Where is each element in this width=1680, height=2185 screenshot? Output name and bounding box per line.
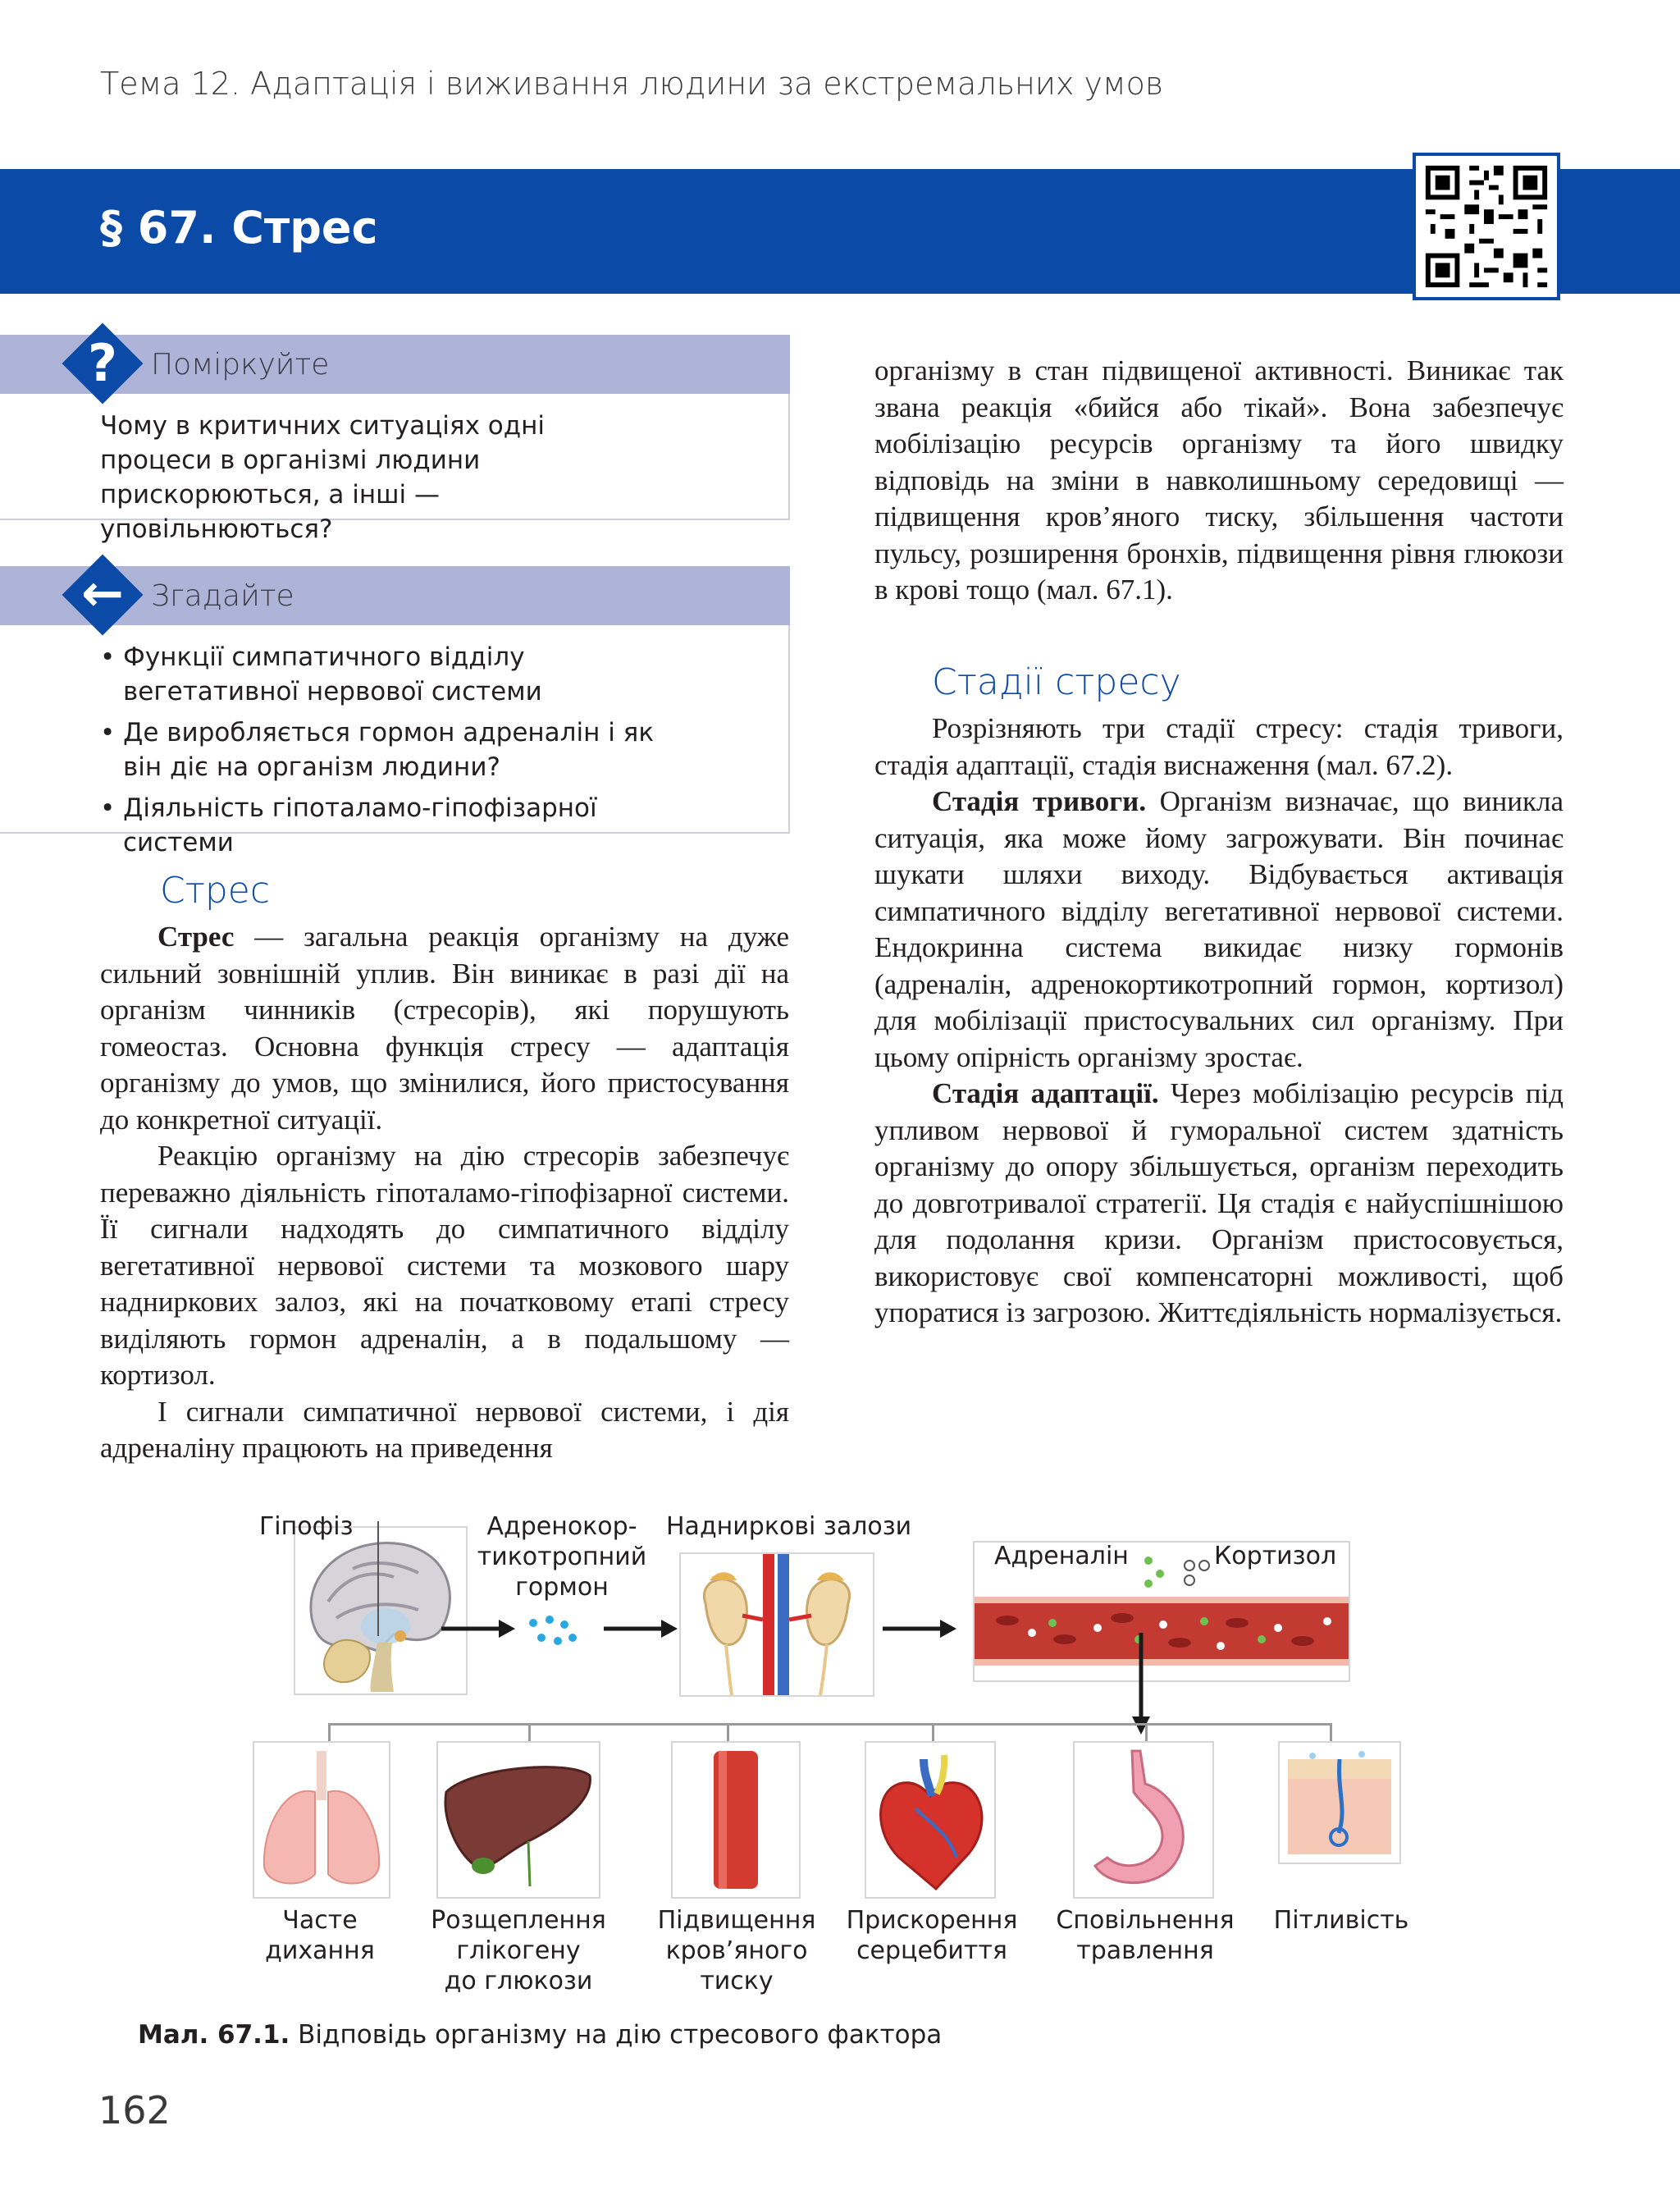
- page-number: 162: [98, 2088, 171, 2132]
- paragraph: [874, 1076, 1564, 1332]
- adrenal-label: Надниркові залози: [666, 1512, 912, 1541]
- paragraph: організму в стан підвищеної активності. Виникає так звана реакція «бийся або тікай». Вона забезпечує мобілізацію ресурсів організму та його швидку відповідь на зміни в навколишньому середовищі — підвищення кров’яного тиску, збільшення частоти пульсу, розширення бронхів, підвищення рівня глюкози в крові тощо (мал. 67.1).: [874, 354, 1564, 606]
- acth-label: Адренокор- тикотропний гормон: [477, 1512, 647, 1602]
- figure-caption: [138, 2020, 942, 2050]
- heart-icon: [866, 1743, 994, 1897]
- pituitary-label: Гіпофіз: [259, 1512, 354, 1541]
- recall-item: • Де виробляється гормон адреналін і як він діє на організм людини?: [100, 718, 655, 782]
- paragraph: [874, 784, 1564, 1076]
- recall-box-label: Згадайте: [151, 579, 294, 613]
- recall-item: • Діяльність гіпоталамо-гіпофізарної системи: [100, 793, 597, 857]
- recall-item-text: Діяльність гіпоталамо-гіпофізарної системи: [123, 793, 597, 857]
- arrow-left-icon: ←: [81, 563, 124, 623]
- term-alarm-stage: Стадія тривоги.: [932, 785, 1147, 817]
- caption-text: Відповідь організму на дію стресового фактора: [290, 2020, 943, 2050]
- arrow-right-icon: [441, 1616, 515, 1641]
- right-column: [874, 711, 1564, 1332]
- brain-icon: [295, 1528, 466, 1694]
- think-box-label: Поміркуйте: [151, 348, 330, 382]
- effect-label: Сповільнення травлення: [1056, 1906, 1235, 1965]
- paragraph-text: Через мобілізацію ресурсів під упливом нервової й гуморальної систем здатність організму до опору збільшується, організм переходить до довготривалої стратегії. Ця стадія є найуспішнішою для подолання кризи. Організм пристосовується, використовує свої компенсаторні можливості, щоб упоратися із загрозою. Життєдіяльність нормалізується.: [874, 1077, 1564, 1328]
- running-head: Тема 12. Адаптація і виживання людини за екстремальних умов: [100, 66, 1164, 102]
- liver-icon: [438, 1743, 599, 1897]
- recall-item: • Функції симпатичного відділу вегетативної нервової системи: [100, 642, 542, 706]
- kidney-icon: [681, 1554, 873, 1695]
- subhead-stages: Стадії стресу: [932, 661, 1181, 703]
- adrenal-image: [679, 1552, 874, 1697]
- qr-code-icon: [1416, 156, 1557, 297]
- paragraph-text: — загальна реакція організму на дуже сильний зовнішній уплив. Він виникає в разі дії на організм чинників (стресорів), які порушують гомеостаз. Основна функція стресу — адаптація організму до умов, що змінилися, його пристосування до конкретної ситуації.: [100, 921, 789, 1136]
- skin-image: [1278, 1741, 1401, 1864]
- paragraph-text: Організм визначає, що виникла ситуація, яка може йому загрожувати. Він починає шукати шляхи виходу. Відбувається активація симпатичного відділу вегетативної нервової системи. Ендокринна система викидає низку гормонів (адреналін, адренокортикотропний гормон, кортизол) для мобілізації пристосувальних сил організму. При цьому опірність організму зростає.: [874, 785, 1564, 1073]
- section-title: § 67. Стрес: [100, 202, 378, 254]
- left-column: [100, 919, 789, 1467]
- paragraph: Розрізняють три стадії стресу: стадія тривоги, стадія адаптації, стадія виснаження (мал. 67.2).: [874, 712, 1564, 781]
- figure-number: Мал. 67.1.: [138, 2020, 290, 2050]
- hormone-dots-icon: [525, 1615, 582, 1648]
- liver-image: [436, 1741, 600, 1899]
- stomach-image: [1073, 1741, 1214, 1899]
- effect-label: Прискорення серцебиття: [846, 1906, 1018, 1965]
- paragraph: Реакцію організму на дію стресорів забезпечує переважно діяльність гіпоталамо-гіпофізарної системи. Її сигнали надходять до симпатичного відділу вегетативної нервової системи та мозкового шару надниркових залоз, які на початковому етапі стресу виділяють гормон адреналін, а в подальшому — кортизол.: [100, 1140, 789, 1391]
- artery-image: [671, 1741, 801, 1899]
- recall-item-text: Де виробляється гормон адреналін і як він діє на організм людини?: [123, 718, 655, 782]
- effect-label: Розщеплення глікогену до глюкози: [431, 1906, 606, 1995]
- paragraph: [100, 919, 789, 1138]
- figure-67-1: [0, 1493, 1680, 2018]
- effect-label: Часте дихання: [265, 1906, 375, 1965]
- heart-image: [865, 1741, 996, 1899]
- paragraph: І сигнали симпатичної нервової системи, і дія адреналіну працюють на приведення: [100, 1395, 789, 1464]
- arrow-down-icon: [1129, 1633, 1153, 1735]
- think-box-text: Чому в критичних ситуаціях одні процеси в організмі людини прискорюються, а інші — уповільнюються?: [100, 411, 546, 544]
- branch-line: [328, 1723, 1332, 1726]
- brain-image: [294, 1526, 468, 1695]
- lungs-icon: [254, 1743, 389, 1897]
- term-adaptation-stage: Стадія адаптації.: [932, 1077, 1159, 1109]
- artery-icon: [673, 1743, 799, 1897]
- adrenaline-label: Адреналін: [994, 1542, 1129, 1570]
- effect-label: Пітливість: [1273, 1906, 1409, 1935]
- arrow-right-icon: [883, 1616, 956, 1641]
- lungs-image: [253, 1741, 390, 1899]
- qr-code[interactable]: [1413, 153, 1560, 300]
- term-stress: Стрес: [158, 921, 235, 953]
- subhead-stress: Стрес: [160, 870, 271, 912]
- recall-item-text: Функції симпатичного відділу вегетативної нервової системи: [123, 642, 542, 706]
- question-icon: ?: [88, 333, 117, 393]
- sweat-gland-icon: [1280, 1743, 1399, 1863]
- stomach-icon: [1075, 1743, 1212, 1897]
- effect-label: Підвищення кров’яного тиску: [657, 1906, 816, 1995]
- recall-list: [100, 640, 691, 866]
- pituitary-pointer: [377, 1521, 379, 1636]
- arrow-right-icon: [604, 1616, 678, 1641]
- right-column-top: [874, 353, 1564, 609]
- cortisol-label: Кортизол: [1214, 1542, 1337, 1570]
